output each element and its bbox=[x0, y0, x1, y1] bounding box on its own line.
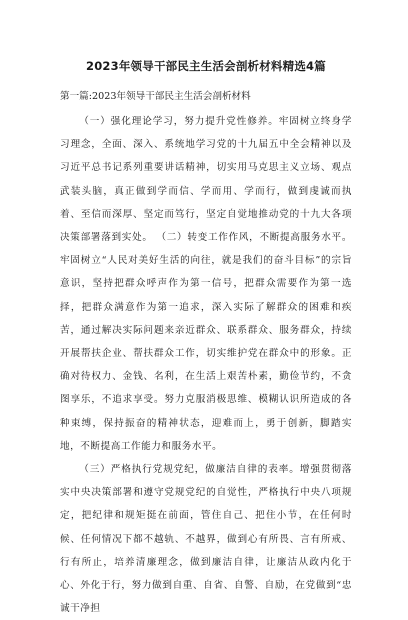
section-title: 第一篇:2023年领导干部民主生活会剖析材料 bbox=[60, 91, 251, 102]
paragraph: （一）强化理论学习，努力提升党性修养。牢固树立终身学习理念，全面、深入、系统地学习党的十九届五中全会精神以及习近平总书记系列重要讲话精神，切实用马克思主义立场、观点武装头脑，真正做到学而信、学而用、学而行，做到虔诚而执着、至信而深厚、坚定而笃行，坚定自觉地推动党的十九大各项决策部署落到实处。 （二）转变工作作风，不断提高服务水平。牢固树立“人民对美好生活的向往，就是我们的奋斗目标”的宗旨意识，坚持把群众呼声作为第一信号，把群众需要作为第一选择，把群众满意作为第一追求，深入实际了解群众的困难和疾苦，通过解决实际问题来亲近群众、联系群众、服务群众，持续开展帮扶企业、帮扶群众工作，切实维护党在群众中的形象。正确对待权力、金钱、名利，在生活上艰苦朴素，勤俭节约，不贪图享乐，不追求享受。努力克服消极思维、模糊认识所造成的各种束缚，保持振奋的精神状态，迎难而上，勇于创新，脚踏实地，不断提高工作能力和服务水平。 bbox=[60, 116, 352, 452]
paragraph: （三）严格执行党规党纪，做廉洁自律的表率。增强贯彻落实中央决策部署和遵守党规党纪的自觉性，严格执行中央八项规定，把纪律和规矩挺在前面，管住自己、把住小节，在任何时候、任何情况下都不越轨、不越界，做到心有所畏、言有所戒、行有所止，培养清廉理念，做到廉洁自律，让廉洁从政内化于心、外化于行，努力做到自重、自省、自警、自励，在党做到“忠诚干净担 bbox=[60, 464, 352, 615]
document-title: 2023年领导干部民主生活会剖析材料精选4篇 bbox=[86, 59, 326, 73]
